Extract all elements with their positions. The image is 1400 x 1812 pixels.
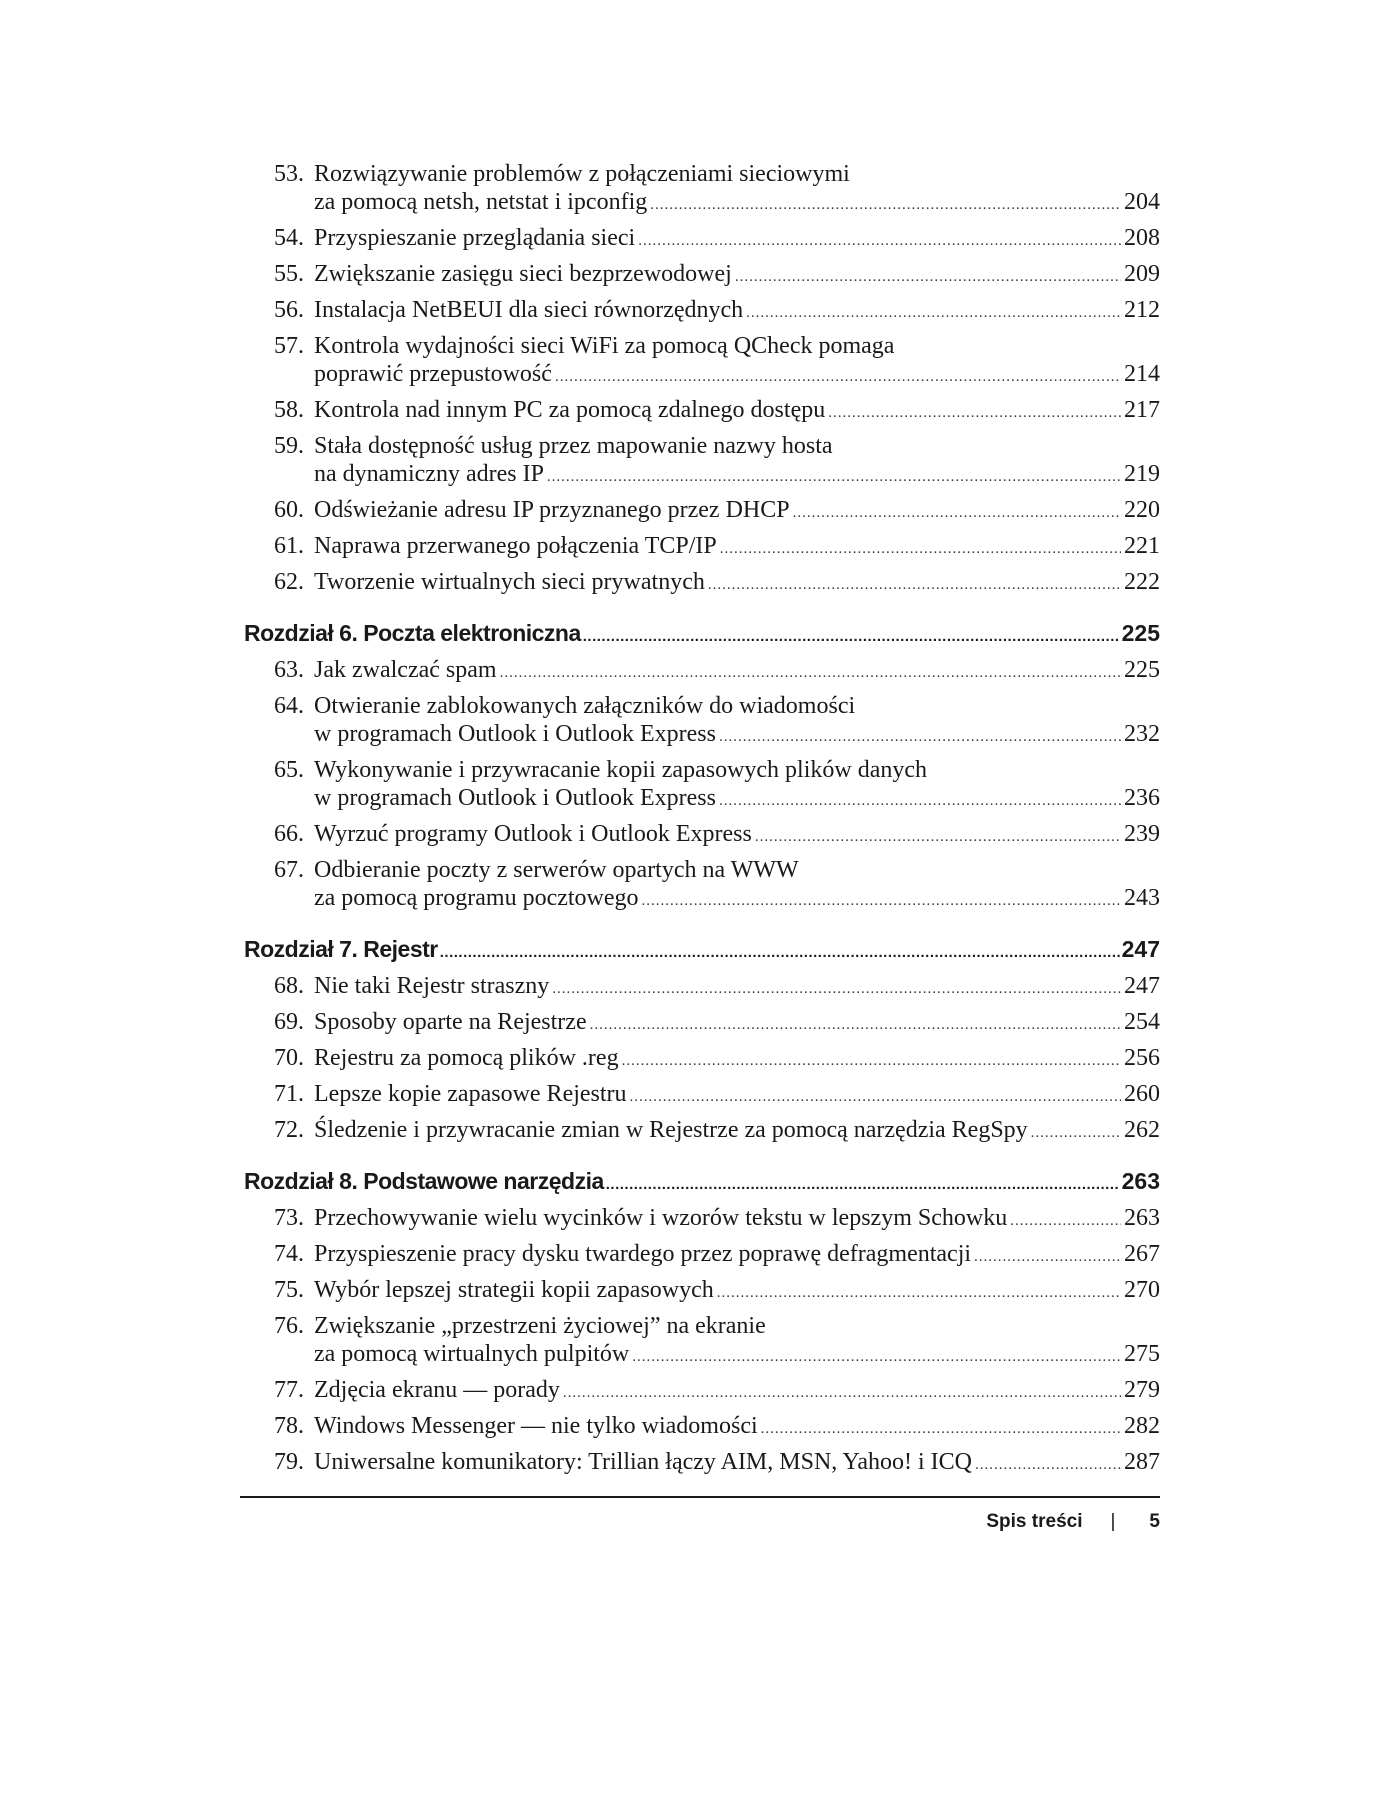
entry-title-line: w programach Outlook i Outlook Express [314,785,716,811]
entry-page-number: 279 [1124,1377,1160,1403]
entry-page-number: 232 [1124,721,1160,747]
entry-page-number: 222 [1124,569,1160,595]
dot-leader [717,1279,1121,1307]
entry-title-row [314,260,1160,291]
dot-leader [828,399,1121,427]
entry-page-number: 254 [1124,1009,1160,1035]
entry-page-number: 204 [1124,189,1160,215]
entry-body [314,1240,1160,1271]
toc-entry[interactable] [244,1204,1160,1235]
entry-number: 64. [274,693,304,719]
entry-number: 71. [274,1081,304,1107]
entry-title-row [314,1116,1160,1147]
entry-title-row [314,188,1160,219]
entry-number: 56. [274,297,304,323]
footer-separator: | [1110,1511,1116,1532]
toc-entry[interactable] [244,756,1160,815]
entry-body [314,1204,1160,1235]
entry-title-line: Odbieranie poczty z serwerów opartych na WWW [314,857,799,883]
entry-page-number: 219 [1124,461,1160,487]
chapter-page-number: 225 [1121,620,1160,646]
entry-number: 79. [274,1449,304,1475]
entry-number: 77. [274,1377,304,1403]
entry-page-number: 287 [1124,1449,1160,1475]
dot-leader [632,1343,1121,1371]
entry-title-row [314,532,1160,563]
entry-page-number: 225 [1124,657,1160,683]
entry-body [314,1116,1160,1147]
dot-leader [555,363,1121,391]
entry-title-line: Otwieranie zablokowanych załączników do wiadomości [314,693,856,719]
dot-leader [440,939,1120,967]
entry-title-row [314,972,1160,1003]
entry-page-number: 275 [1124,1341,1160,1367]
entry-page-number: 236 [1124,785,1160,811]
toc-entry[interactable] [244,1448,1160,1479]
toc-entry[interactable] [244,432,1160,491]
entry-body [314,692,1160,751]
entry-title-row [314,460,1160,491]
toc-entry[interactable] [244,1376,1160,1407]
entry-number: 73. [274,1205,304,1231]
toc-entry[interactable] [244,568,1160,599]
entry-title-line: za pomocą netsh, netstat i ipconfig [314,189,648,215]
entry-body [314,568,1160,599]
entry-title-line: Rejestru za pomocą plików .reg [314,1045,619,1071]
entry-number: 57. [274,333,304,359]
dot-leader [500,659,1121,687]
toc-entry[interactable] [244,656,1160,687]
toc-entry[interactable] [244,1080,1160,1111]
entry-page-number: 256 [1124,1045,1160,1071]
entry-title-line: za pomocą programu pocztowego [314,885,639,911]
entry-body [314,1312,1160,1371]
entry-number: 69. [274,1009,304,1035]
entry-title-row [314,820,1160,851]
dot-leader [975,1451,1121,1479]
toc-entry[interactable] [244,532,1160,563]
chapter-title: Rozdział 7. Rejestr [244,936,438,962]
entry-number: 67. [274,857,304,883]
chapter-title: Rozdział 6. Poczta elektroniczna [244,620,581,646]
entry-title-line: Jak zwalczać spam [314,657,497,683]
dot-leader [974,1243,1121,1271]
toc-entry[interactable] [244,1240,1160,1271]
toc-entry[interactable] [244,332,1160,391]
entry-body [314,332,1160,391]
footer-page-number: 5 [1149,1511,1160,1532]
toc-entry[interactable] [244,496,1160,527]
entry-page-number: 220 [1124,497,1160,523]
dot-leader [563,1379,1121,1407]
entry-number: 74. [274,1241,304,1267]
entry-title-row [314,396,1160,427]
entry-page-number: 247 [1124,973,1160,999]
entry-title-line: Uniwersalne komunikatory: Trillian łączy AIM, MSN, Yahoo! i ICQ [314,1449,972,1475]
entry-title-line: Zdjęcia ekranu — porady [314,1377,560,1403]
dot-leader [630,1083,1121,1111]
entry-page-number: 208 [1124,225,1160,251]
entry-title-line: na dynamiczny adres IP [314,461,544,487]
entry-title-line: poprawić przepustowość [314,361,552,387]
entry-number: 53. [274,161,304,187]
entry-number: 55. [274,261,304,287]
toc-entry[interactable] [244,1008,1160,1039]
entry-number: 68. [274,973,304,999]
entry-title-line: Nie taki Rejestr straszny [314,973,550,999]
entry-title-line: Instalacja NetBEUI dla sieci równorzędnych [314,297,744,323]
dot-leader [622,1047,1121,1075]
chapter-page-number: 263 [1121,1168,1160,1194]
entry-title-row [314,568,1160,599]
entry-title-line: Kontrola wydajności sieci WiFi za pomocą QCheck pomaga [314,333,895,359]
entry-number: 58. [274,397,304,423]
entry-title-row [314,1376,1160,1407]
entry-title-line: Przyspieszanie przeglądania sieci [314,225,636,251]
dot-leader [642,887,1121,915]
dot-leader [650,191,1121,219]
entry-body [314,1008,1160,1039]
entry-page-number: 239 [1124,821,1160,847]
entry-body [314,496,1160,527]
entry-title-row [314,656,1160,687]
entry-title-line: Lepsze kopie zapasowe Rejestru [314,1081,627,1107]
entry-title-row [314,360,1160,391]
entry-page-number: 214 [1124,361,1160,387]
entry-body [314,224,1160,255]
footer-section-title: Spis treści [986,1511,1083,1532]
toc-entry[interactable] [244,160,1160,219]
dot-leader [755,823,1121,851]
dot-leader [583,623,1120,651]
dot-leader [720,535,1121,563]
entry-body [314,1044,1160,1075]
entry-body [314,1376,1160,1407]
toc-entry[interactable] [244,224,1160,255]
entry-title-row [314,720,1160,751]
dot-leader [547,463,1121,491]
entry-number: 78. [274,1413,304,1439]
entry-title-line: Rozwiązywanie problemów z połączeniami sieciowymi [314,161,850,187]
dot-leader [606,1171,1120,1199]
entry-body [314,820,1160,851]
toc-entry[interactable] [244,1412,1160,1443]
entry-number: 72. [274,1117,304,1143]
entry-body [314,1276,1160,1307]
entry-title-row [314,1008,1160,1039]
entry-title-line: Zwiększanie „przestrzeni życiowej” na ekranie [314,1313,766,1339]
dot-leader [719,723,1121,751]
entry-title-line: Przyspieszenie pracy dysku twardego przez poprawę defragmentacji [314,1241,972,1267]
entry-title-line: Wybór lepszej strategii kopii zapasowych [314,1277,714,1303]
entry-title-row [314,224,1160,255]
entry-body [314,756,1160,815]
entry-title-line: Wyrzuć programy Outlook i Outlook Express [314,821,752,847]
page-footer [240,1510,1160,1534]
entry-page-number: 267 [1124,1241,1160,1267]
entry-title-line: Tworzenie wirtualnych sieci prywatnych [314,569,705,595]
entry-body [314,972,1160,1003]
chapter-page-number: 247 [1121,936,1160,962]
entry-title-row [314,296,1160,327]
entry-page-number: 263 [1124,1205,1160,1231]
entry-body [314,1412,1160,1443]
entry-number: 61. [274,533,304,559]
dot-leader [708,571,1121,599]
dot-leader [746,299,1121,327]
entry-number: 54. [274,225,304,251]
entry-body [314,656,1160,687]
entry-number: 75. [274,1277,304,1303]
entry-title-row [314,1276,1160,1307]
toc-entry[interactable] [244,856,1160,915]
entry-body [314,432,1160,491]
entry-title-row [314,1412,1160,1443]
entry-title-row [314,496,1160,527]
toc-entry[interactable] [244,260,1160,291]
dot-leader [793,499,1121,527]
entry-page-number: 260 [1124,1081,1160,1107]
entry-title-row [314,884,1160,915]
entry-title-line: w programach Outlook i Outlook Express [314,721,716,747]
chapter-title: Rozdział 8. Podstawowe narzędzia [244,1168,604,1194]
entry-page-number: 212 [1124,297,1160,323]
toc-chapter-heading[interactable] [244,1167,1160,1199]
entry-number: 66. [274,821,304,847]
entry-title-line: Przechowywanie wielu wycinków i wzorów tekstu w lepszym Schowku [314,1205,1008,1231]
toc-entry[interactable] [244,396,1160,427]
table-of-contents [244,160,1160,1484]
dot-leader [1010,1207,1121,1235]
entry-number: 65. [274,757,304,783]
toc-chapter-heading[interactable] [244,619,1160,651]
entry-title-line: za pomocą wirtualnych pulpitów [314,1341,630,1367]
toc-entry[interactable] [244,1116,1160,1147]
entry-title-line: Wykonywanie i przywracanie kopii zapasowych plików danych [314,757,928,783]
dot-leader [552,975,1121,1003]
entry-title-line: Zwiększanie zasięgu sieci bezprzewodowej [314,261,732,287]
toc-chapter-heading[interactable] [244,935,1160,967]
entry-body [314,260,1160,291]
entry-title-line: Kontrola nad innym PC za pomocą zdalnego dostępu [314,397,826,423]
entry-page-number: 282 [1124,1413,1160,1439]
toc-entry[interactable] [244,692,1160,751]
dot-leader [1031,1119,1121,1147]
footer-divider [240,1496,1160,1498]
entry-number: 63. [274,657,304,683]
toc-entry[interactable] [244,1312,1160,1371]
entry-title-row [314,1340,1160,1371]
entry-title-row [314,1044,1160,1075]
dot-leader [590,1011,1121,1039]
entry-body [314,1448,1160,1479]
entry-number: 62. [274,569,304,595]
entry-title-line: Stała dostępność usług przez mapowanie nazwy hosta [314,433,833,459]
entry-page-number: 217 [1124,397,1160,423]
entry-title-line: Sposoby oparte na Rejestrze [314,1009,587,1035]
entry-title-row [314,1080,1160,1111]
toc-entry[interactable] [244,296,1160,327]
entry-body [314,532,1160,563]
toc-entry[interactable] [244,1276,1160,1307]
dot-leader [638,227,1121,255]
entry-page-number: 262 [1124,1117,1160,1143]
dot-leader [761,1415,1121,1443]
entry-page-number: 243 [1124,885,1160,911]
entry-page-number: 270 [1124,1277,1160,1303]
entry-title-row [314,1204,1160,1235]
dot-leader [735,263,1121,291]
entry-title-line: Naprawa przerwanego połączenia TCP/IP [314,533,717,559]
entry-body [314,160,1160,219]
entry-page-number: 209 [1124,261,1160,287]
entry-number: 70. [274,1045,304,1071]
entry-page-number: 221 [1124,533,1160,559]
toc-entry[interactable] [244,972,1160,1003]
entry-body [314,856,1160,915]
toc-entry[interactable] [244,1044,1160,1075]
dot-leader [719,787,1121,815]
entry-body [314,296,1160,327]
entry-title-row [314,1240,1160,1271]
entry-title-line: Śledzenie i przywracanie zmian w Rejestrze za pomocą narzędzia RegSpy [314,1117,1028,1143]
entry-number: 76. [274,1313,304,1339]
entry-title-row [314,784,1160,815]
toc-entry[interactable] [244,820,1160,851]
entry-body [314,1080,1160,1111]
entry-title-line: Windows Messenger — nie tylko wiadomości [314,1413,758,1439]
entry-number: 60. [274,497,304,523]
entry-number: 59. [274,433,304,459]
entry-body [314,396,1160,427]
entry-title-line: Odświeżanie adresu IP przyznanego przez DHCP [314,497,790,523]
entry-title-row [314,1448,1160,1479]
